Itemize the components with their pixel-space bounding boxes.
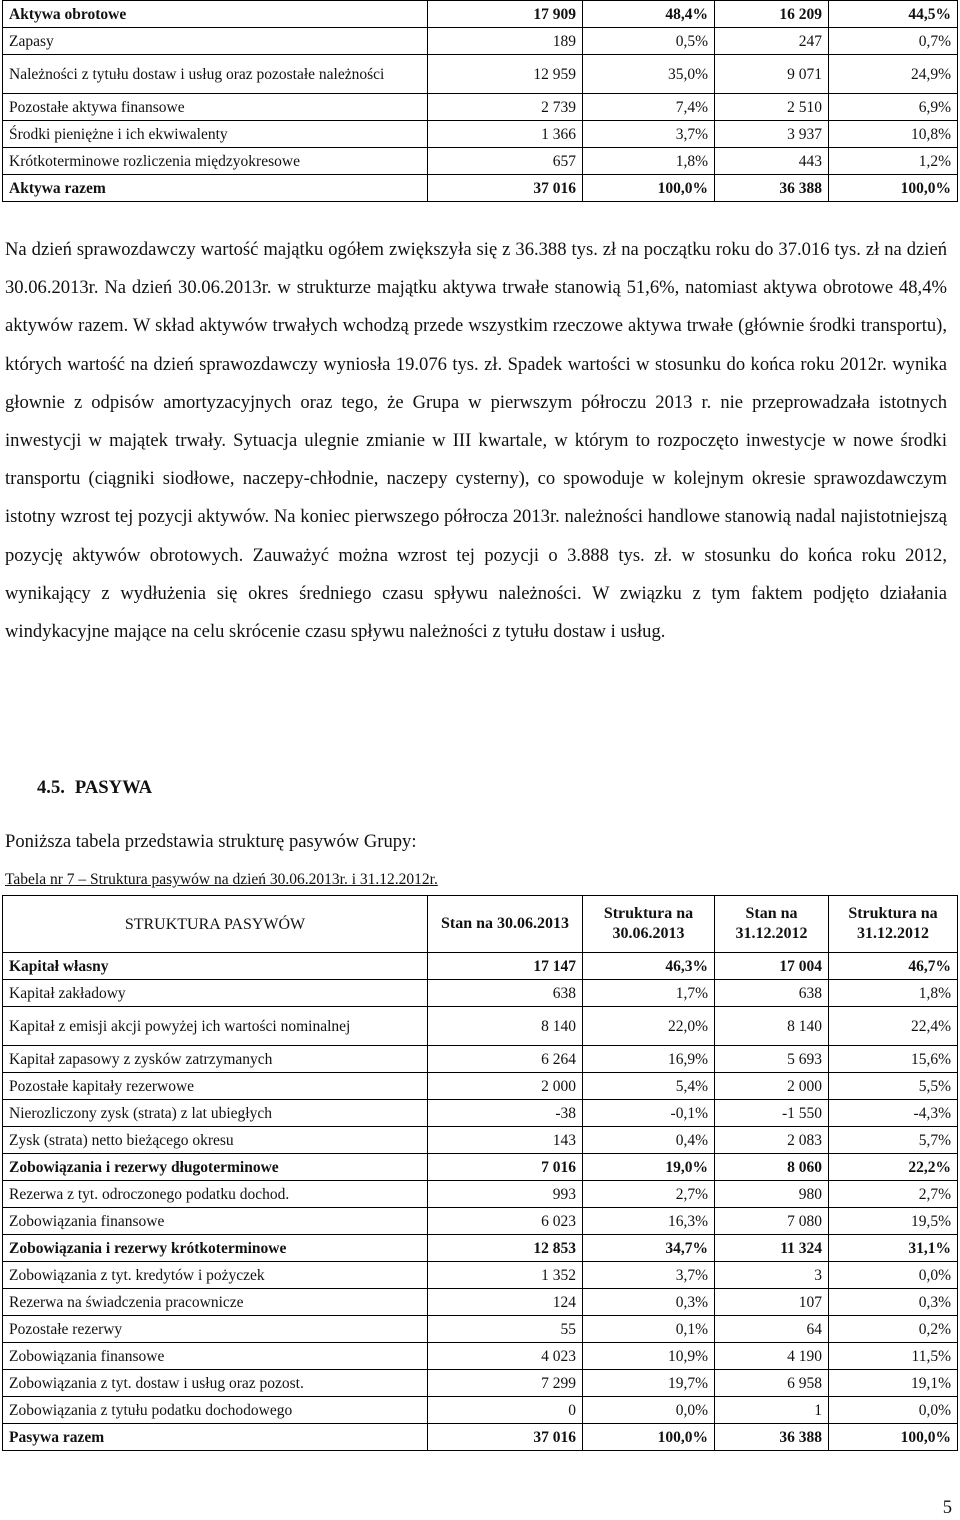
cell-label: Kapitał zapasowy z zysków zatrzymanych [3, 1046, 428, 1073]
section-title: PASYWA [74, 777, 153, 798]
table-row [3, 148, 958, 175]
table-row [3, 1181, 958, 1208]
cell-p2: 1,2% [829, 148, 958, 175]
header-col3: Stan na 31.12.2012 [715, 896, 829, 953]
cell-v1: 17 147 [428, 953, 583, 980]
table-row [3, 1289, 958, 1316]
page-number: 5 [942, 1497, 952, 1518]
table-row [3, 1046, 958, 1073]
cell-p2: 22,4% [829, 1007, 958, 1046]
cell-p2: 0,3% [829, 1289, 958, 1316]
cell-v2: 2 083 [715, 1127, 829, 1154]
table-row [3, 55, 958, 94]
cell-p2: 0,0% [829, 1397, 958, 1424]
cell-label: Rezerwa na świadczenia pracownicze [3, 1289, 428, 1316]
cell-label: Krótkoterminowe rozliczenia międzyokresowe [3, 148, 428, 175]
cell-label: Kapitał zakładowy [3, 980, 428, 1007]
cell-p1: 34,7% [583, 1235, 715, 1262]
cell-v2: -1 550 [715, 1100, 829, 1127]
cell-v1: 2 739 [428, 94, 583, 121]
table-row [3, 1424, 958, 1451]
cell-p1: 0,1% [583, 1316, 715, 1343]
cell-v1: 7 299 [428, 1370, 583, 1397]
cell-label: Zapasy [3, 28, 428, 55]
cell-p1: 100,0% [583, 175, 715, 202]
section-number: 4.5. [37, 777, 65, 798]
cell-p1: 3,7% [583, 1262, 715, 1289]
cell-p1: 0,0% [583, 1397, 715, 1424]
cell-v1: 17 909 [428, 1, 583, 28]
table-row [3, 1100, 958, 1127]
cell-p1: -0,1% [583, 1100, 715, 1127]
cell-label: Pozostałe aktywa finansowe [3, 94, 428, 121]
cell-v2: 2 000 [715, 1073, 829, 1100]
cell-label: Zobowiązania z tyt. dostaw i usług oraz pozost. [3, 1370, 428, 1397]
cell-p2: 0,0% [829, 1262, 958, 1289]
cell-label: Aktywa obrotowe [3, 1, 428, 28]
cell-v2: 247 [715, 28, 829, 55]
cell-label: Pozostałe rezerwy [3, 1316, 428, 1343]
cell-label: Pasywa razem [3, 1424, 428, 1451]
table-caption: Tabela nr 7 – Struktura pasywów na dzień 30.06.2013r. i 31.12.2012r. [5, 871, 438, 888]
cell-p1: 19,7% [583, 1370, 715, 1397]
cell-p1: 7,4% [583, 94, 715, 121]
cell-p1: 3,7% [583, 121, 715, 148]
cell-v2: 8 060 [715, 1154, 829, 1181]
cell-label: Kapitał własny [3, 953, 428, 980]
cell-v1: 1 352 [428, 1262, 583, 1289]
cell-v1: 7 016 [428, 1154, 583, 1181]
cell-p2: 44,5% [829, 1, 958, 28]
cell-p1: 0,5% [583, 28, 715, 55]
table-row [3, 1154, 958, 1181]
table-row [3, 980, 958, 1007]
cell-v1: 37 016 [428, 1424, 583, 1451]
cell-p1: 19,0% [583, 1154, 715, 1181]
cell-p2: 100,0% [829, 1424, 958, 1451]
table-row [3, 1316, 958, 1343]
cell-p2: 6,9% [829, 94, 958, 121]
cell-v1: 2 000 [428, 1073, 583, 1100]
cell-v2: 36 388 [715, 175, 829, 202]
cell-label: Pozostałe kapitały rezerwowe [3, 1073, 428, 1100]
cell-v2: 64 [715, 1316, 829, 1343]
section-heading [37, 777, 162, 799]
cell-label: Aktywa razem [3, 175, 428, 202]
cell-p2: 19,1% [829, 1370, 958, 1397]
cell-v2: 5 693 [715, 1046, 829, 1073]
cell-p2: 0,2% [829, 1316, 958, 1343]
cell-p2: 11,5% [829, 1343, 958, 1370]
cell-v2: 980 [715, 1181, 829, 1208]
cell-p1: 100,0% [583, 1424, 715, 1451]
table-row [3, 953, 958, 980]
cell-v1: 1 366 [428, 121, 583, 148]
cell-v2: 16 209 [715, 1, 829, 28]
cell-v1: 55 [428, 1316, 583, 1343]
cell-p1: 46,3% [583, 953, 715, 980]
cell-v1: 143 [428, 1127, 583, 1154]
cell-v2: 107 [715, 1289, 829, 1316]
cell-v1: -38 [428, 1100, 583, 1127]
cell-p1: 22,0% [583, 1007, 715, 1046]
header-label: STRUKTURA PASYWÓW [3, 896, 428, 953]
table-row [3, 1, 958, 28]
cell-label: Zobowiązania i rezerwy krótkoterminowe [3, 1235, 428, 1262]
table-row [3, 1397, 958, 1424]
cell-v1: 638 [428, 980, 583, 1007]
table-row [3, 1235, 958, 1262]
cell-v2: 3 937 [715, 121, 829, 148]
cell-p2: 24,9% [829, 55, 958, 94]
liabilities-table [2, 895, 958, 1451]
cell-v1: 12 959 [428, 55, 583, 94]
cell-v1: 6 264 [428, 1046, 583, 1073]
cell-v2: 1 [715, 1397, 829, 1424]
cell-p2: 22,2% [829, 1154, 958, 1181]
liabilities-header-row [3, 896, 958, 953]
cell-label: Nierozliczony zysk (strata) z lat ubiegłych [3, 1100, 428, 1127]
cell-v2: 36 388 [715, 1424, 829, 1451]
table-intro-text: Poniższa tabela przedstawia strukturę pasywów Grupy: [5, 831, 417, 852]
cell-p1: 2,7% [583, 1181, 715, 1208]
cell-v2: 6 958 [715, 1370, 829, 1397]
cell-label: Zobowiązania z tyt. kredytów i pożyczek [3, 1262, 428, 1289]
cell-p1: 35,0% [583, 55, 715, 94]
table-row [3, 1343, 958, 1370]
cell-v1: 6 023 [428, 1208, 583, 1235]
cell-v2: 638 [715, 980, 829, 1007]
table-row [3, 1007, 958, 1046]
cell-p2: 19,5% [829, 1208, 958, 1235]
cell-label: Zobowiązania finansowe [3, 1208, 428, 1235]
cell-v1: 657 [428, 148, 583, 175]
cell-p2: 100,0% [829, 175, 958, 202]
cell-v2: 443 [715, 148, 829, 175]
cell-p2: 5,5% [829, 1073, 958, 1100]
assets-commentary-paragraph: Na dzień sprawozdawczy wartość majątku ogółem zwiększyła się z 36.388 tys. zł na początku roku do 37.016 tys. zł na dzień 30.06.2013r. Na dzień 30.06.2013r. w strukturze majątku aktywa trwałe stanowią 51,6%, natomiast aktywa obrotowe 48,4% aktywów razem. W skład aktywów trwałych wchodzą przede wszystkim rzeczowe aktywa trwałe (głównie środki transportu), których wartość na dzień sprawozdawczy wyniosła 19.076 tys. zł. Spadek wartości w stosunku do końca roku 2012r. wynika głownie z odpisów amortyzacyjnych oraz tego, że Grupa w pierwszym półroczu 2013 r. nie przeprowadzała istotnych inwestycji w majątek trwały. Sytuacja ulegnie zmianie w III kwartale, w którym to rozpoczęto inwestycje w nowe środki transportu (ciągniki siodłowe, naczepy-chłodnie, naczepy cysterny), co spowoduje w kolejnym okresie sprawozdawczym istotny wzrost tej pozycji aktywów. Na koniec pierwszego półrocza 2013r. należności handlowe stanowią nadal najistotniejszą pozycję aktywów obrotowych. Zauważyć można wzrost tej pozycji o 3.888 tys. zł. w stosunku do końca roku 2012, wynikający z wydłużenia się okres średniego czasu spływu należności. W związku z tym faktem podjęto działania windykacyjne mające na celu skrócenie czasu spływu należności z tytułu dostaw i usług. [5, 239, 947, 643]
table-row [3, 1262, 958, 1289]
table-row [3, 121, 958, 148]
cell-v2: 7 080 [715, 1208, 829, 1235]
cell-label: Zysk (strata) netto bieżącego okresu [3, 1127, 428, 1154]
cell-p1: 10,9% [583, 1343, 715, 1370]
cell-p1: 48,4% [583, 1, 715, 28]
cell-label: Zobowiązania finansowe [3, 1343, 428, 1370]
cell-p2: 15,6% [829, 1046, 958, 1073]
cell-p2: 2,7% [829, 1181, 958, 1208]
cell-v1: 37 016 [428, 175, 583, 202]
cell-v2: 3 [715, 1262, 829, 1289]
table-row [3, 1073, 958, 1100]
cell-v2: 2 510 [715, 94, 829, 121]
cell-p1: 16,9% [583, 1046, 715, 1073]
table-row [3, 175, 958, 202]
cell-label: Zobowiązania z tytułu podatku dochodowego [3, 1397, 428, 1424]
cell-p1: 1,7% [583, 980, 715, 1007]
cell-p1: 5,4% [583, 1073, 715, 1100]
table-row [3, 1127, 958, 1154]
header-col4: Struktura na 31.12.2012 [829, 896, 958, 953]
cell-v1: 0 [428, 1397, 583, 1424]
cell-p1: 16,3% [583, 1208, 715, 1235]
cell-label: Środki pieniężne i ich ekwiwalenty [3, 121, 428, 148]
cell-v1: 189 [428, 28, 583, 55]
cell-p2: 31,1% [829, 1235, 958, 1262]
cell-label: Należności z tytułu dostaw i usług oraz pozostałe należności [3, 55, 428, 94]
cell-label: Rezerwa z tyt. odroczonego podatku dochod. [3, 1181, 428, 1208]
cell-p1: 0,4% [583, 1127, 715, 1154]
cell-p2: 0,7% [829, 28, 958, 55]
cell-label: Kapitał z emisji akcji powyżej ich wartości nominalnej [3, 1007, 428, 1046]
cell-v2: 11 324 [715, 1235, 829, 1262]
cell-p1: 1,8% [583, 148, 715, 175]
cell-p2: 10,8% [829, 121, 958, 148]
cell-v2: 9 071 [715, 55, 829, 94]
cell-p2: 46,7% [829, 953, 958, 980]
table-row [3, 1370, 958, 1397]
cell-p1: 0,3% [583, 1289, 715, 1316]
cell-v1: 12 853 [428, 1235, 583, 1262]
cell-p2: -4,3% [829, 1100, 958, 1127]
cell-v2: 8 140 [715, 1007, 829, 1046]
table-row [3, 28, 958, 55]
assets-table [2, 0, 958, 202]
cell-v1: 4 023 [428, 1343, 583, 1370]
cell-v1: 993 [428, 1181, 583, 1208]
cell-v1: 8 140 [428, 1007, 583, 1046]
cell-label: Zobowiązania i rezerwy długoterminowe [3, 1154, 428, 1181]
header-col2: Struktura na 30.06.2013 [583, 896, 715, 953]
table-row [3, 1208, 958, 1235]
table-row [3, 94, 958, 121]
cell-p2: 5,7% [829, 1127, 958, 1154]
header-col1: Stan na 30.06.2013 [428, 896, 583, 953]
cell-p2: 1,8% [829, 980, 958, 1007]
cell-v2: 4 190 [715, 1343, 829, 1370]
cell-v1: 124 [428, 1289, 583, 1316]
cell-v2: 17 004 [715, 953, 829, 980]
